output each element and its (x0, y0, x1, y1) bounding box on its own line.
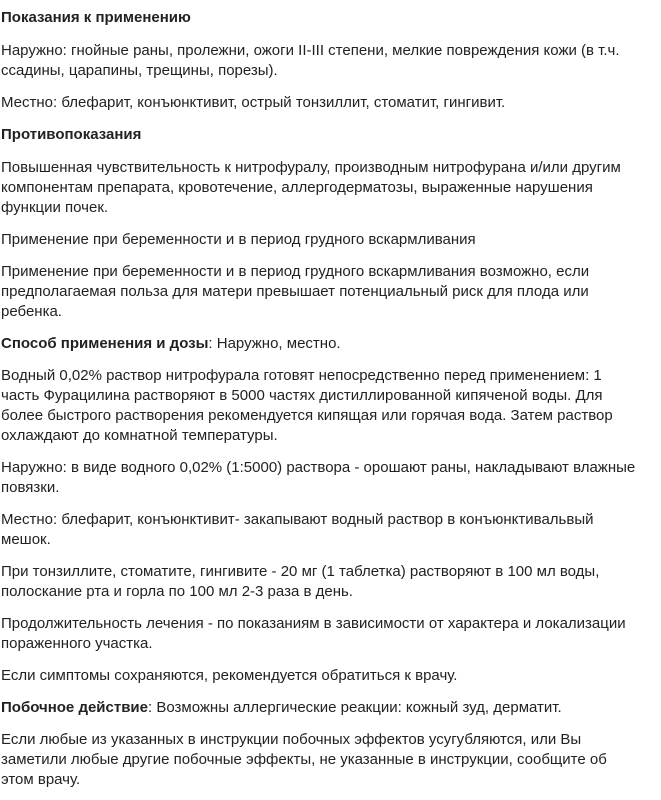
contraindications-heading: Противопоказания (1, 126, 142, 143)
dosage-duration: Продолжительность лечения - по показаниям в зависимости от характера и локализации пораженного участка. (1, 615, 626, 652)
dosage-intro: : Наружно, местно. (208, 335, 341, 352)
side-effects-label: Побочное действие (1, 699, 148, 716)
dosage-external: Наружно: в виде водного 0,02% (1:5000) раствора - орошают раны, накладывают влажные повязки. (1, 459, 636, 496)
pregnancy-title: Применение при беременности и в период грудного вскармливания (1, 231, 476, 248)
indications-local: Местно: блефарит, конъюнктивит, острый тонзиллит, стоматит, гингивит. (1, 94, 506, 111)
dosage-intro-paragraph (1, 334, 641, 354)
indications-heading: Показания к применению (1, 9, 191, 26)
dosage-solution: Водный 0,02% раствор нитрофурала готовят непосредственно перед применением: 1 часть Фурацилина растворяют в 5000 частях дистиллированной кипяченой воды. Для более быстрого растворения рекомендуется кипящая или горячая вода. Затем раствор охлаждают до комнатной температуры. (1, 367, 613, 444)
indications-external: Наружно: гнойные раны, пролежни, ожоги II-III степени, мелкие повреждения кожи (в т.ч. ссадины, царапины, трещины, порезы). (1, 42, 620, 79)
pregnancy-text: Применение при беременности и в период грудного вскармливания возможно, если предполагаемая польза для матери превышает потенциальный риск для плода или ребенка. (1, 263, 590, 320)
dosage-local: Местно: блефарит, конъюнктивит- закапывают водный раствор в конъюнктивальвый мешок. (1, 511, 594, 548)
side-effects-warning: Если любые из указанных в инструкции побочных эффектов усугубляются, или Вы заметили любые другие побочные эффекты, не указанные в инструкции, сообщите об этом врачу. (1, 731, 607, 788)
side-effects-paragraph (1, 698, 641, 718)
dosage-label: Способ применения и дозы (1, 335, 209, 352)
dosage-tonsillitis: При тонзиллите, стоматите, гингивите - 20 мг (1 таблетка) растворяют в 100 мл воды, полоскание рта и горла по 100 мл 2-3 раза в день. (1, 563, 600, 600)
side-effects-text: : Возможны аллергические реакции: кожный зуд, дерматит. (148, 699, 562, 716)
contraindications-text: Повышенная чувствительность к нитрофуралу, производным нитрофурана и/или другим компонентам препарата, кровотечение, аллергодерматозы, выраженные нарушения функции почек. (1, 159, 621, 216)
dosage-symptoms: Если симптомы сохраняются, рекомендуется обратиться к врачу. (1, 667, 458, 684)
